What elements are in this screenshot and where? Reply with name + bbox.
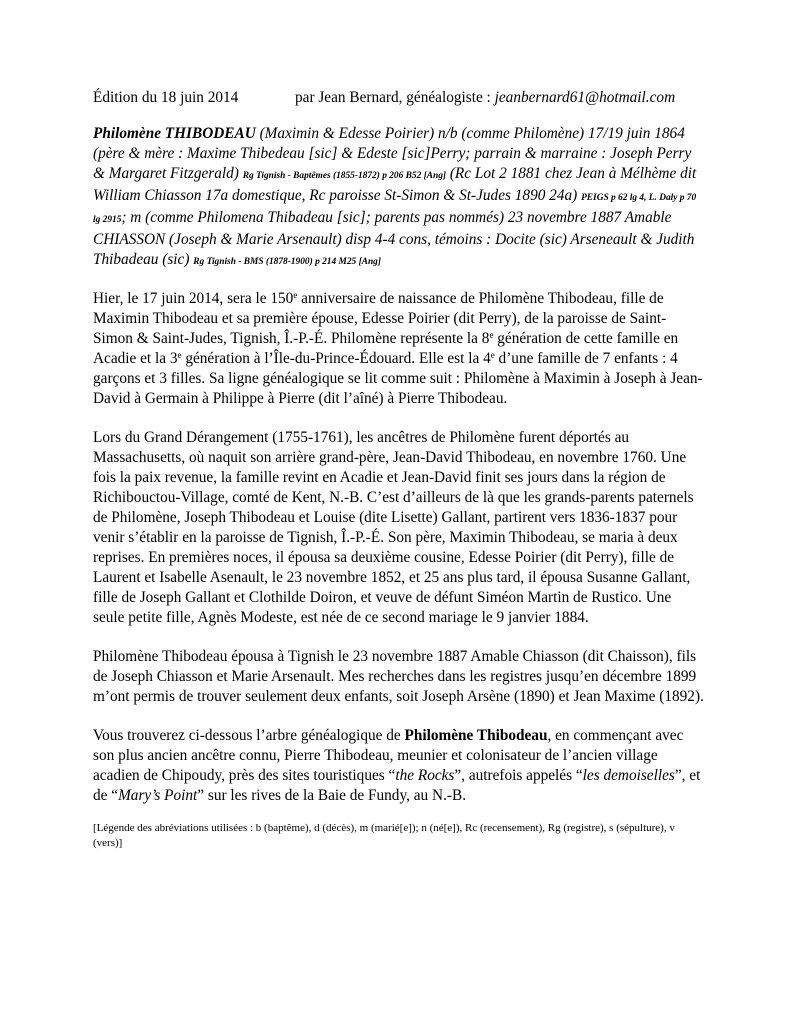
p1-sup-2: e [489,330,494,340]
p4-text-d: ”, et de “ [93,767,701,804]
document-page [93,88,705,851]
p4-name: Philomène Thibodeau [404,727,548,744]
p1-text-e: d’une famille de 7 enfants : 4 garçons et 3 filles. Sa ligne généalogique se lit comme suit : Philomène à Maximin à Joseph à Jean-David à Germain à Philippe à Pierre (dit l’aîné) à Pierre Thibodeau. [93,350,703,407]
p1-text-b: anniversaire de naissance de Philomène Thibodeau, fille de Maximin Thibodeau et sa première épouse, Edesse Poirier (dit Perry), de la paroisse de Saint-Simon & Saint-Judes, Tignish, Î.-P.-É. Philomène représente la 8 [93,290,667,347]
header-line [93,88,705,108]
intro-text-2: (Rc Lot 2 1881 chez Jean à Mélhème dit William Chiasson 17a domestique, Rc paroisse St-Simon & St-Judes 1890 24a) [93,165,697,204]
p1-text-d: génération à l’Île-du-Prince-Édouard. Elle est la 4 [181,350,491,367]
edition-date: Édition du 18 juin 2014 [93,89,239,106]
p1-sup-1: e [293,290,298,300]
p1-text-c: génération de cette famille en Acadie et la 3 [93,330,679,367]
paragraph-tree-intro [93,726,705,806]
author-text: par Jean Bernard, généalogiste : [295,89,495,106]
subject-name: Philomène THIBODEAU [93,125,256,142]
p4-text-e: ” sur les rives de la Baie de Fundy, au N.-B. [197,787,467,804]
p4-text-c: ”, autrefois appelés “ [454,767,583,784]
author-line [295,88,675,108]
p4-demoiselles: les demoiselles [582,767,675,784]
abbreviation-legend: [Légende des abréviations utilisées : b (baptême), d (décès), m (marié[e]); n (né[e]), Rc (recensement), Rg (registre), s (sépulture), v (vers)] [93,822,675,849]
paragraph-history: Lors du Grand Dérangement (1755-1761), les ancêtres de Philomène furent déportés au Massachusetts, où naquit son arrière grand-père, Jean-David Thibodeau, en novembre 1760. Une fois la paix revenue, la famille revint en Acadie et Jean-David finit ses jours dans la région de Richibouctou-Village, comté de Kent, N.-B. C’est d’ailleurs de là que les grands-parents paternels de Philomène, Joseph Thibodeau et Louise (dite Lisette) Gallant, partirent vers 1836-1837 pour venir s’établir en la paroisse de Tignish, Î.-P.-É. Son père, Maximin Thibodeau, se maria à deux reprises. En premières noces, il épousa sa deuxième cousine, Edesse Poirier (dit Perry), fille de Laurent et Isabelle Asenault, le 23 novembre 1852, et 25 ans plus tard, il épousa Susanne Gallant, fille de Joseph Gallant et Clothilde Doiron, et veuve de défunt Siméon Martin de Rustico. Une seule petite fille, Agnès Modeste, est née de ce second mariage le 9 janvier 1884. [93,429,694,626]
author-email: jeanbernard61@hotmail.com [494,89,676,106]
paragraph-anniversary [93,289,705,409]
p4-text-b: , en commençant avec son plus ancien ancêtre connu, Pierre Thibodeau, meunier et colonisateur de l’ancien village acadien de Chipoudy, près des sites touristiques “ [93,727,684,784]
p4-rocks: the Rocks [395,767,455,784]
intro-text-3: ; m (comme Philomena Thibadeau [sic]; parents pas nommés) 23 novembre 1887 Amable CHIASSON (Joseph & Marie Arsenault) disp 4-4 cons, témoins : Docite (sic) Arseneault & Judith Thibadeau (sic) [93,209,695,268]
paragraph-marriage: Philomène Thibodeau épousa à Tignish le 23 novembre 1887 Amable Chiasson (dit Chaisson), fils de Joseph Chiasson et Marie Arsenault. Mes recherches dans les registres jusqu’en décembre 1899 m’ont permis de trouver seulement deux enfants, soit Joseph Arsène (1890) et Jean Maxime (1892). [93,648,704,705]
p1-sup-4: e [490,350,495,360]
intro-source-1: Rg Tignish - Baptêmes (1855-1872) p 206 B52 [Ang] [242,171,447,181]
p1-sup-3: e [177,350,182,360]
intro-text-1: (Maximin & Edesse Poirier) n/b (comme Philomène) 17/19 juin 1864 (père & mère : Maxime Thibedeau [sic] & Edeste [sic]Perry; parrain & marraine : Joseph Perry & Margaret Fitzgerald) [93,125,692,182]
intro-source-3: Rg Tignish - BMS (1878-1900) p 214 M25 [Ang] [193,257,381,267]
p4-marys-point: Mary’s Point [118,787,198,804]
p1-text-a: Hier, le 17 juin 2014, sera le 150 [93,290,294,307]
p4-text-a: Vous trouverez ci-dessous l’arbre généalogique de [93,727,405,744]
intro-source-2: PEIGS p 62 lg 4, L. Daly p 70 lg 2915 [93,193,697,225]
intro-record [93,124,705,272]
